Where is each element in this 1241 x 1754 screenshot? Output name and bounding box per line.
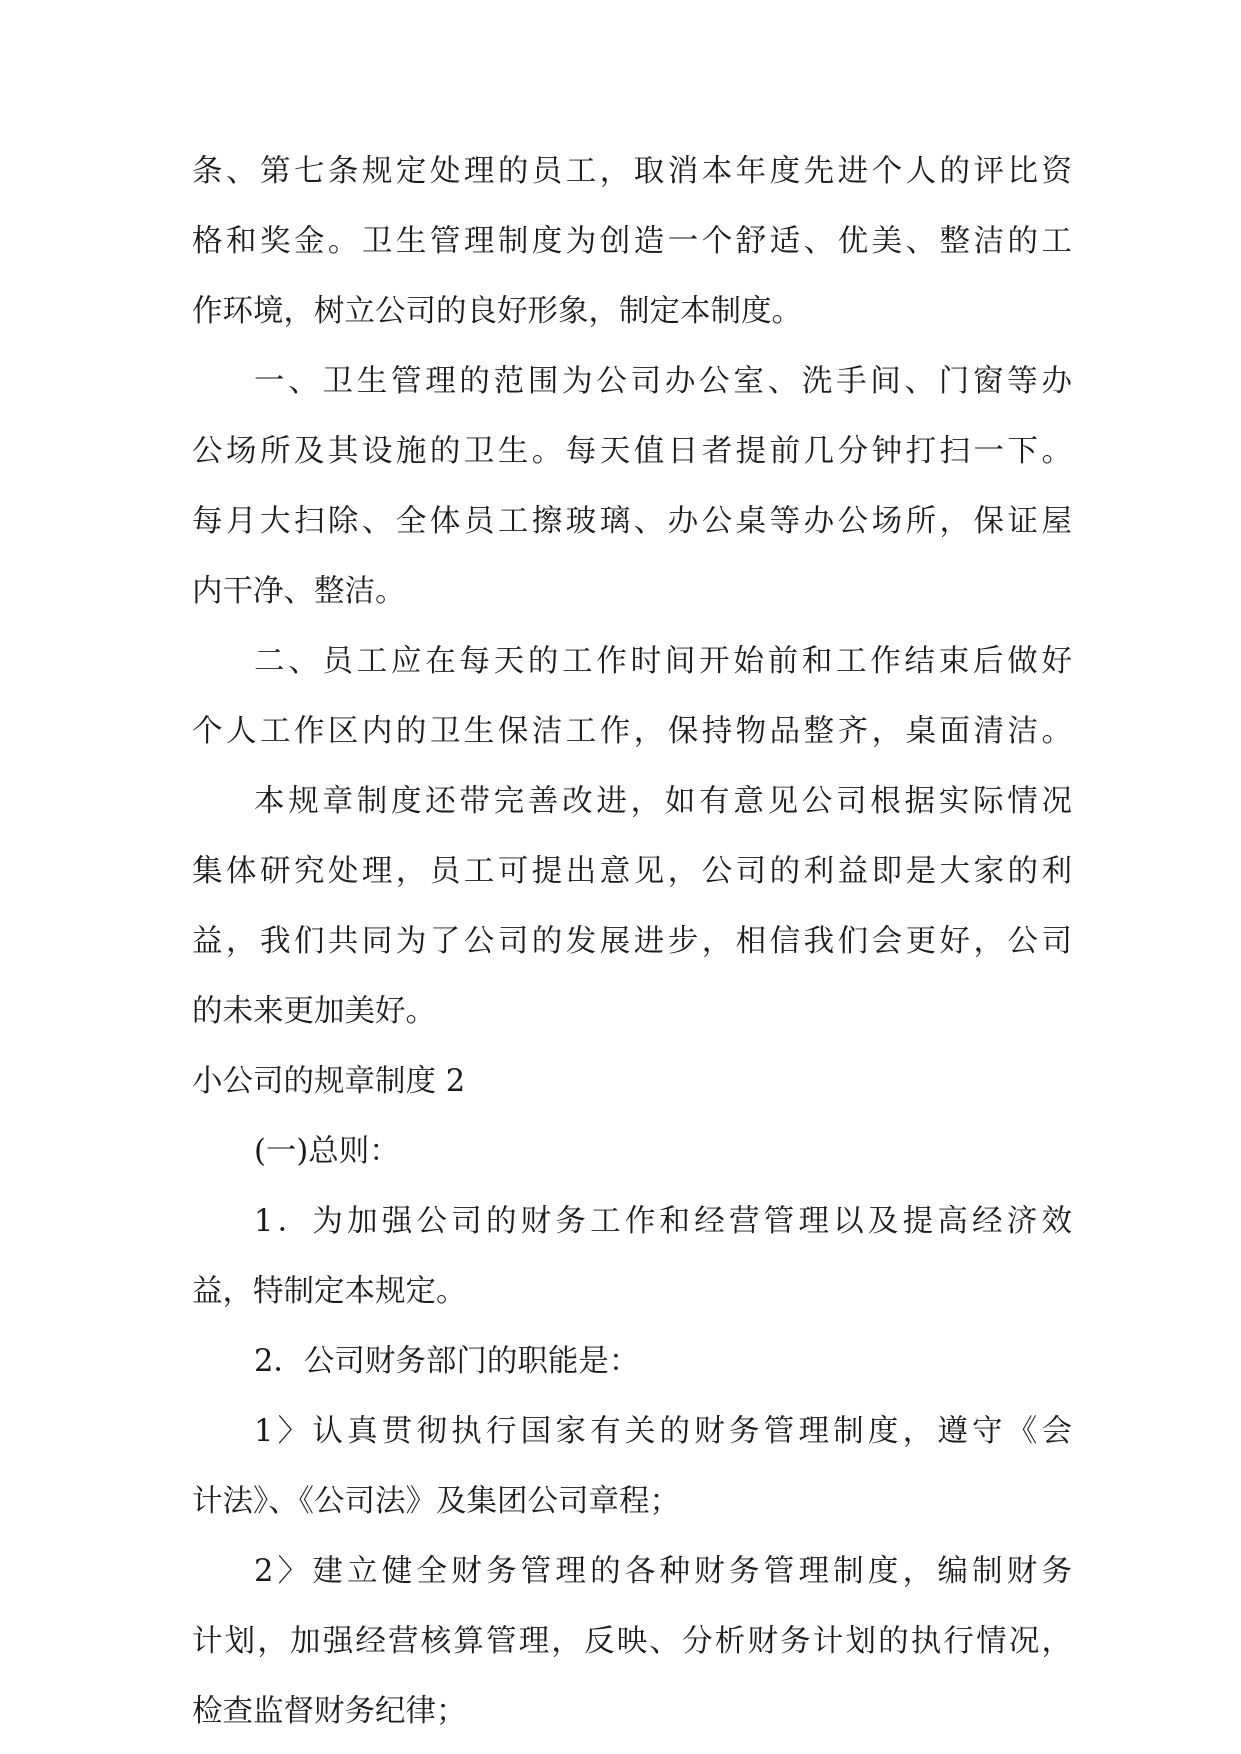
paragraph-first-line: 一、卫生管理的范围为公司办公室、洗手间、门窗等办 (254, 364, 1072, 399)
paragraph-first-line: 本规章制度还带完善改进，如有意见公司根据实际情况 (254, 784, 1072, 819)
text-line: 计法》、《公司法》及集团公司章程； (192, 1484, 680, 1519)
section-heading: 小公司的规章制度 2 (192, 1064, 466, 1099)
text-line: 个人工作区内的卫生保洁工作，保持物品整齐，桌面清洁。 (192, 714, 1072, 749)
text-line: 格和奖金。卫生管理制度为创造一个舒适、优美、整洁的工 (192, 224, 1072, 259)
text-line: 条、第七条规定处理的员工，取消本年度先进个人的评比资 (192, 154, 1072, 189)
paragraph-first-line: 1．为加强公司的财务工作和经营管理以及提高经济效 (254, 1204, 1072, 1239)
text-line: 集体研究处理，员工可提出意见，公司的利益即是大家的利 (192, 854, 1072, 889)
paragraph-first-line: 2．公司财务部门的职能是： (254, 1344, 640, 1379)
text-line: 作环境，树立公司的良好形象，制定本制度。 (192, 294, 802, 329)
text-line: 检查监督财务纪律； (192, 1694, 467, 1729)
subsection-heading: (一)总则： (254, 1134, 400, 1169)
text-line: 的未来更加美好。 (192, 994, 436, 1029)
paragraph-first-line: 1〉认真贯彻执行国家有关的财务管理制度，遵守《会 (254, 1414, 1072, 1449)
text-line: 公场所及其设施的卫生。每天值日者提前几分钟打扫一下。 (192, 434, 1072, 469)
text-line: 益，我们共同为了公司的发展进步，相信我们会更好，公司 (192, 924, 1072, 959)
text-line: 内干净、整洁。 (192, 574, 406, 609)
text-line: 计划，加强经营核算管理，反映、分析财务计划的执行情况， (192, 1624, 1072, 1659)
text-line: 每月大扫除、全体员工擦玻璃、办公桌等办公场所，保证屋 (192, 504, 1072, 539)
paragraph-first-line: 二、员工应在每天的工作时间开始前和工作结束后做好 (254, 644, 1072, 679)
text-line: 益，特制定本规定。 (192, 1274, 467, 1309)
paragraph-first-line: 2〉建立健全财务管理的各种财务管理制度，编制财务 (254, 1554, 1072, 1589)
